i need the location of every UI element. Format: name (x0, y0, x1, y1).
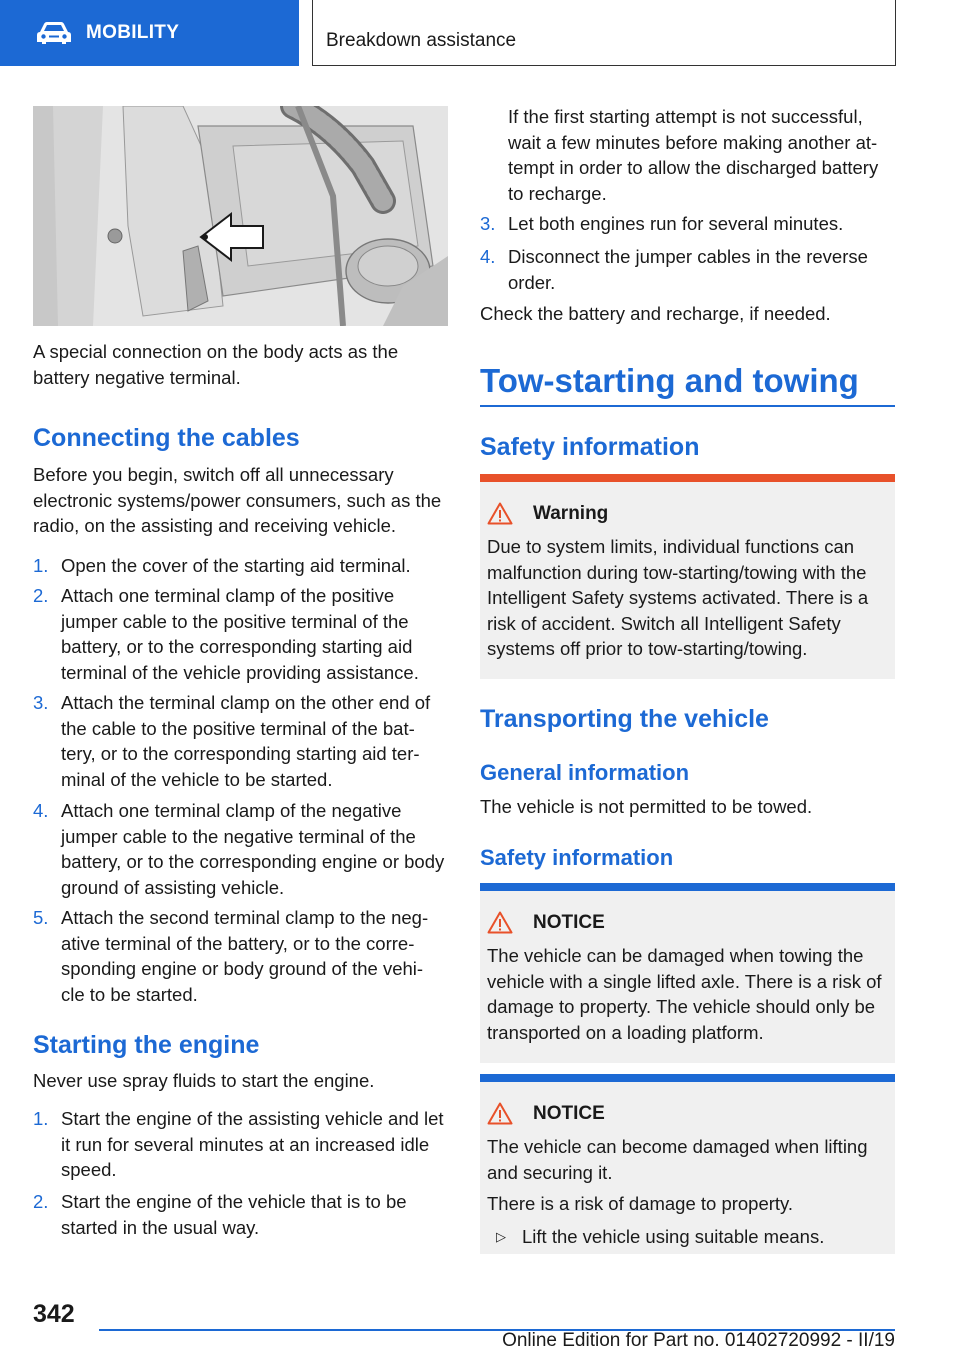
section-tab (0, 0, 299, 66)
starting-intro: Never use spray fluids to start the engine. (33, 1070, 375, 1091)
page-header (312, 0, 896, 66)
list-item: 2. Start the engine of the vehicle that is to be started in the usual way. (33, 1191, 407, 1238)
list-item: 1. Start the engine of the assisting vehicle and let it run for several minutes at an increased idle speed. (33, 1108, 444, 1180)
figure-caption: A special connection on the body acts as the battery negative terminal. (33, 341, 399, 388)
heading-transporting-vehicle: Transporting the vehicle (480, 705, 769, 733)
list-item: 4. Disconnect the jumper cables in the reverse order. (480, 246, 868, 293)
starting-outro: Check the battery and recharge, if needed. (480, 303, 831, 324)
list-item: 3. Attach the terminal clamp on the other end of the cable to the positive terminal of the bat‐ tery, or to the corresponding starting aid ter‐ minal of the vehicle to be started. (33, 692, 431, 790)
notice-text: The vehicle can become damaged when lifting and securing it. (487, 1136, 868, 1183)
notice-label: NOTICE (533, 911, 605, 933)
warning-triangle-icon (487, 911, 513, 934)
notice-bar (480, 883, 895, 891)
warning-text: Due to system limits, individual functions can malfunction during tow-starting/towing with the Intelligent Safety systems activated. There is a risk of accident. Switch all Intelligent Safety systems off prior to tow-starting/towing. (487, 536, 869, 659)
notice-label: NOTICE (533, 1102, 605, 1124)
notice-bar (480, 1074, 895, 1082)
list-item: 5. Attach the second terminal clamp to the neg‐ ative terminal of the battery, or to the corre‐ sponding engine or body ground of the vehi‐ cle to be started. (33, 907, 429, 1005)
list-item: ▷ Lift the vehicle using suitable means. (494, 1224, 892, 1250)
page-number: 342 (33, 1300, 75, 1328)
triangle-bullet-icon: ▷ (496, 1229, 506, 1244)
list-item: 4. Attach one terminal clamp of the negative jumper cable to the negative terminal of the battery, or to the corresponding engine or body ground of assisting vehicle. (33, 800, 445, 898)
chapter-title: Tow-starting and towing (480, 362, 859, 399)
warning-bar (480, 474, 895, 482)
general-text: The vehicle is not permitted to be towed. (480, 796, 813, 817)
heading-general-information: General information (480, 760, 690, 785)
warning-triangle-icon (487, 1102, 513, 1125)
heading-safety-information: Safety information (480, 433, 700, 461)
warning-triangle-icon (487, 502, 513, 525)
edition-note: Online Edition for Part no. 01402720992 - II/19 (502, 1330, 895, 1351)
heading-starting-engine: Starting the engine (33, 1031, 260, 1059)
list-item: 1. Open the cover of the starting aid terminal. (33, 555, 411, 576)
starting-continued: If the first starting attempt is not successful, wait a few minutes before making another at‐ tempt in order to allow the discharged battery to recharge. (508, 106, 879, 204)
page-title: Breakdown assistance (326, 30, 517, 51)
notice-text-2: There is a risk of damage to property. (487, 1193, 794, 1214)
heading-safety-information-2: Safety information (480, 845, 674, 870)
car-icon (36, 21, 72, 45)
heading-connecting-cables: Connecting the cables (33, 424, 300, 452)
notice-box-2 (480, 1074, 895, 1254)
warning-box (480, 474, 895, 679)
notice-text: The vehicle can be damaged when towing the vehicle with a single lifted axle. There is a risk of damage to property. The vehicle should only be transported on a loading platform. (487, 945, 882, 1043)
section-label: MOBILITY (86, 22, 180, 43)
connecting-intro: Before you begin, switch off all unnecessary electronic systems/power consumers, such as the radio, on the assisting and receiving vehicle. (33, 464, 442, 536)
list-item: 3. Let both engines run for several minutes. (480, 213, 844, 234)
engine-bay-illustration (33, 106, 448, 326)
list-item: 2. Attach one terminal clamp of the positive jumper cable to the positive terminal of the battery, or to the corresponding starting aid terminal of the vehicle providing assistance. (33, 585, 419, 683)
notice-box (480, 883, 895, 1063)
chapter-rule (480, 405, 895, 407)
warning-label: Warning (533, 502, 609, 524)
